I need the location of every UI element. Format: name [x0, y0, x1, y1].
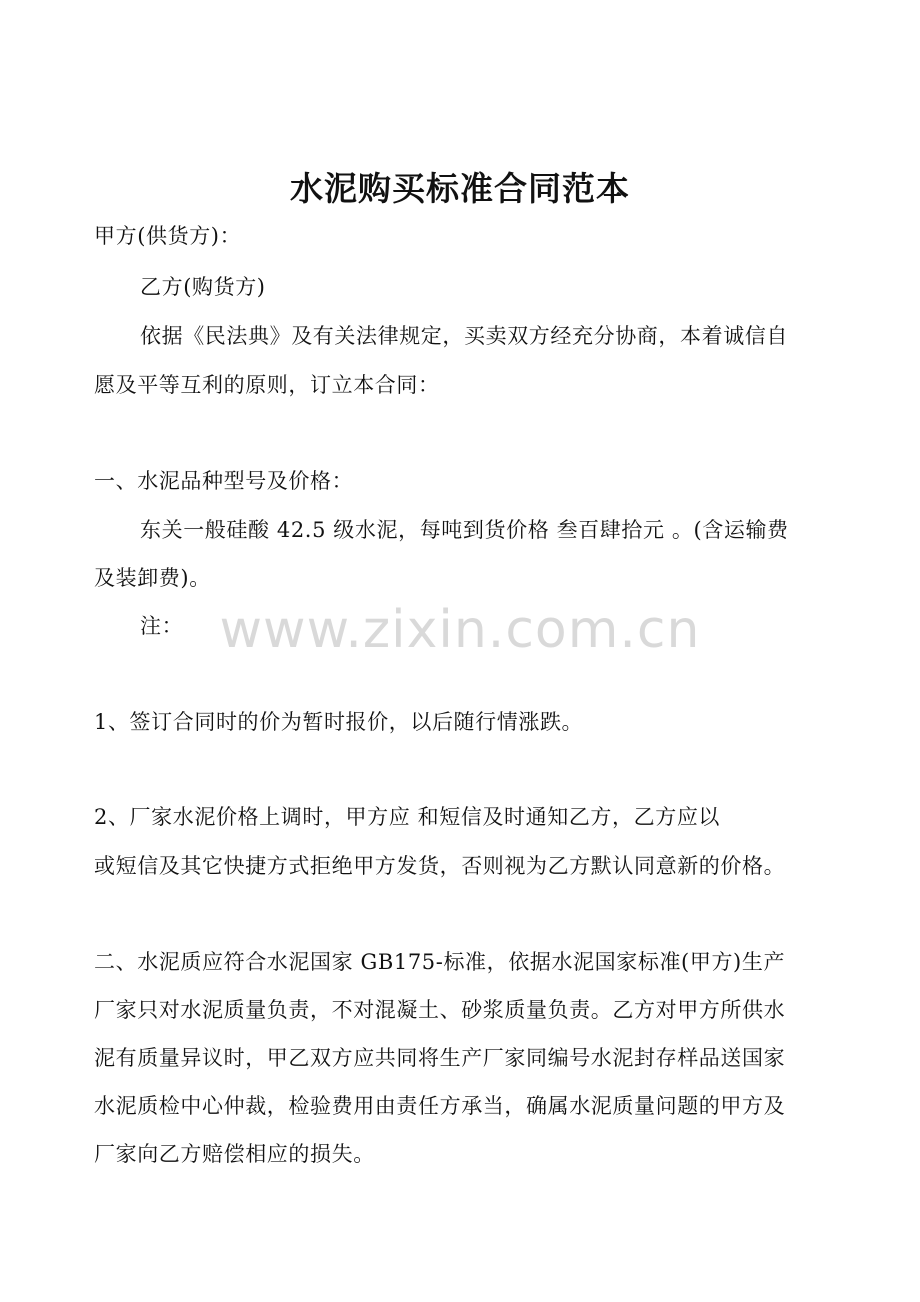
note-1: 1、签订合同时的价为暂时报价，以后随行情涨跌。 — [94, 710, 584, 734]
section1-price-line-1: 东关一般硅酸 42.5 级水泥，每吨到货价格 叁百肆拾元 。(含运输费 — [140, 518, 789, 542]
intro-line-1: 依据《民法典》及有关法律规定，买卖双方经充分协商，本着诚信自 — [140, 324, 788, 348]
section1-price-line-2: 及装卸费)。 — [94, 566, 211, 590]
section2-line-3: 泥有质量异议时，甲乙双方应共同将生产厂家同编号水泥封存样品送国家 — [94, 1046, 786, 1070]
note-2-line-2: 或短信及其它快捷方式拒绝甲方发货，否则视为乙方默认同意新的价格。 — [94, 854, 786, 878]
section2-line-4: 水泥质检中心仲裁，检验费用由责任方承当，确属水泥质量问题的甲方及 — [94, 1094, 786, 1118]
party-a-line: 甲方(供货方)： — [94, 224, 242, 248]
note-2-line-1: 2、厂家水泥价格上调时，甲方应 和短信及时通知乙方，乙方应以 — [94, 805, 721, 829]
party-b-line: 乙方(购货方) — [140, 275, 266, 299]
section2-line-2: 厂家只对水泥质量负责，不对混凝土、砂浆质量负责。乙方对甲方所供水 — [94, 998, 786, 1022]
section1-heading: 一、水泥品种型号及价格： — [94, 469, 354, 493]
watermark: www.zixin.com.cn — [219, 600, 701, 660]
document-title: 水泥购买标准合同范本 — [290, 169, 630, 208]
intro-line-2: 愿及平等互利的原则，订立本合同： — [94, 373, 440, 397]
note-label: 注： — [140, 614, 184, 638]
section2-line-1: 二、水泥质应符合水泥国家 GB175-标准，依据水泥国家标准(甲方)生产 — [94, 950, 786, 974]
section2-line-5: 厂家向乙方赔偿相应的损失。 — [94, 1142, 375, 1166]
